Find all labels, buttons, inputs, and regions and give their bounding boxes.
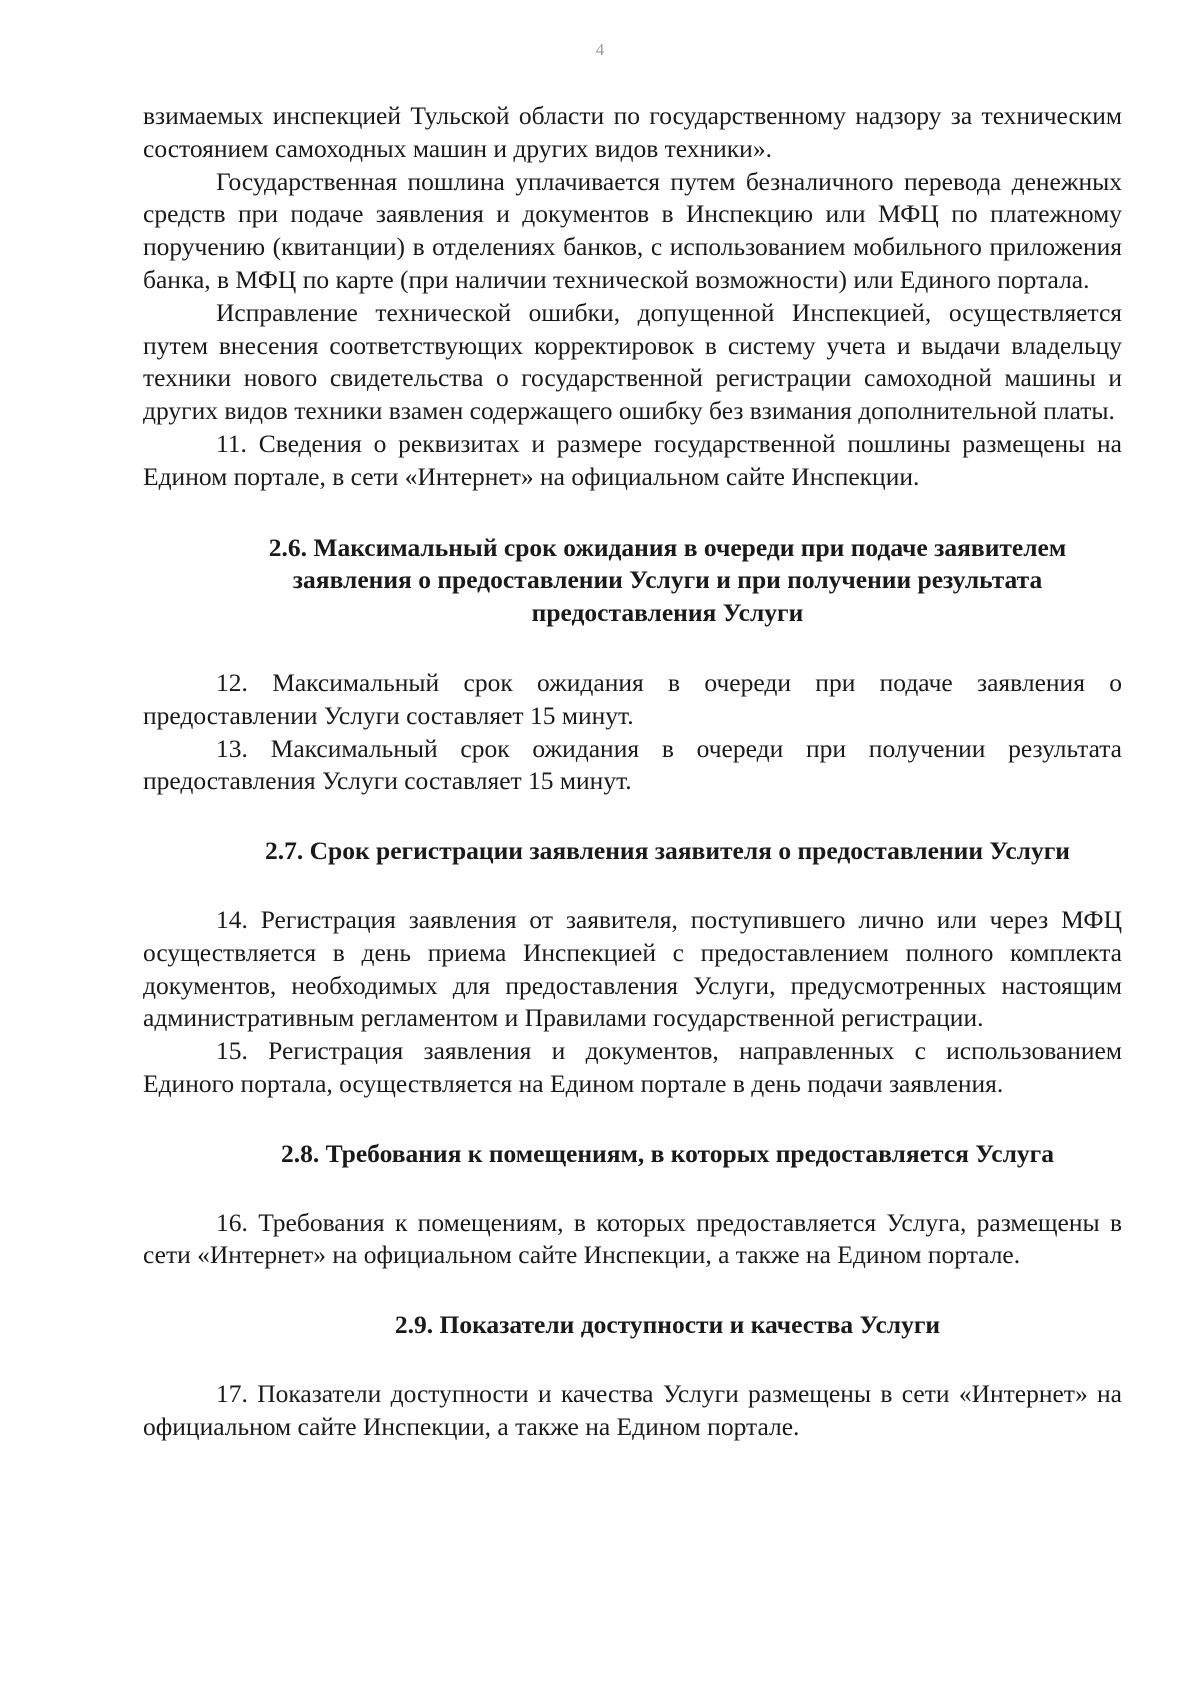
section-heading-2-6: 2.6. Максимальный срок ожидания в очереди при подаче заявителем заявления о предоставлении Услуги и при получении результата предоставления Услуги <box>268 532 1067 628</box>
paragraph-14: 14. Регистрация заявления от заявителя, поступившего лично или через МФЦ осуществляется в день приема Инспекцией с предоставлением полного комплекта документов, необходимых для предоставления Услуги, предусмотренных настоящим административным регламентом и Правилами государственной регистрации. <box>143 904 1122 1033</box>
section-heading-2-8: 2.8. Требования к помещениям, в которых предоставляется Услуга <box>281 1138 1054 1168</box>
paragraph-fee-continuation: взимаемых инспекцией Тульской области по государственному надзору за техническим состоянием самоходных машин и других видов техники». <box>143 101 1122 163</box>
paragraph-17: 17. Показатели доступности и качества Услуги размещены в сети «Интернет» на официальном сайте Инспекции, а также на Едином портале. <box>143 1378 1122 1441</box>
paragraph-16: 16. Требования к помещениям, в которых предоставляется Услуга, размещены в сети «Интернет» на официальном сайте Инспекции, а также на Едином портале. <box>143 1207 1122 1270</box>
document-body <box>143 100 1122 1444</box>
paragraph-11: 11. Сведения о реквизитах и размере государственной пошлины размещены на Едином портале, в сети «Интернет» на официальном сайте Инспекции. <box>143 428 1122 491</box>
paragraph-12: 12. Максимальный срок ожидания в очереди при подаче заявления о предоставлении Услуги составляет 15 минут. <box>143 667 1122 730</box>
paragraph-15: 15. Регистрация заявления и документов, направленных с использованием Единого портала, осуществляется на Едином портале в день подачи заявления. <box>143 1036 1122 1098</box>
section-heading-2-7: 2.7. Срок регистрации заявления заявителя о предоставлении Услуги <box>265 836 1070 866</box>
paragraph-error-correction: Исправление технической ошибки, допущенной Инспекцией, осуществляется путем внесения соответствующих корректировок в систему учета и выдачи владельцу техники нового свидетельства о государственной регистрации самоходной машины и других видов техники взамен содержащего ошибку без взимания дополнительной платы. <box>143 297 1122 426</box>
page-number: 4 <box>595 40 605 59</box>
paragraph-fee-payment: Государственная пошлина уплачивается путем безналичного перевода денежных средств при подаче заявления и документов в Инспекцию или МФЦ по платежному поручению (квитанции) в отделениях банков, с использованием мобильного приложения банка, в МФЦ по карте (при наличии технической возможности) или Единого портала. <box>143 166 1122 294</box>
paragraph-13: 13. Максимальный срок ожидания в очереди при получении результата предоставления Услуги составляет 15 минут. <box>143 733 1122 796</box>
section-heading-2-9: 2.9. Показатели доступности и качества Услуги <box>394 1310 941 1340</box>
